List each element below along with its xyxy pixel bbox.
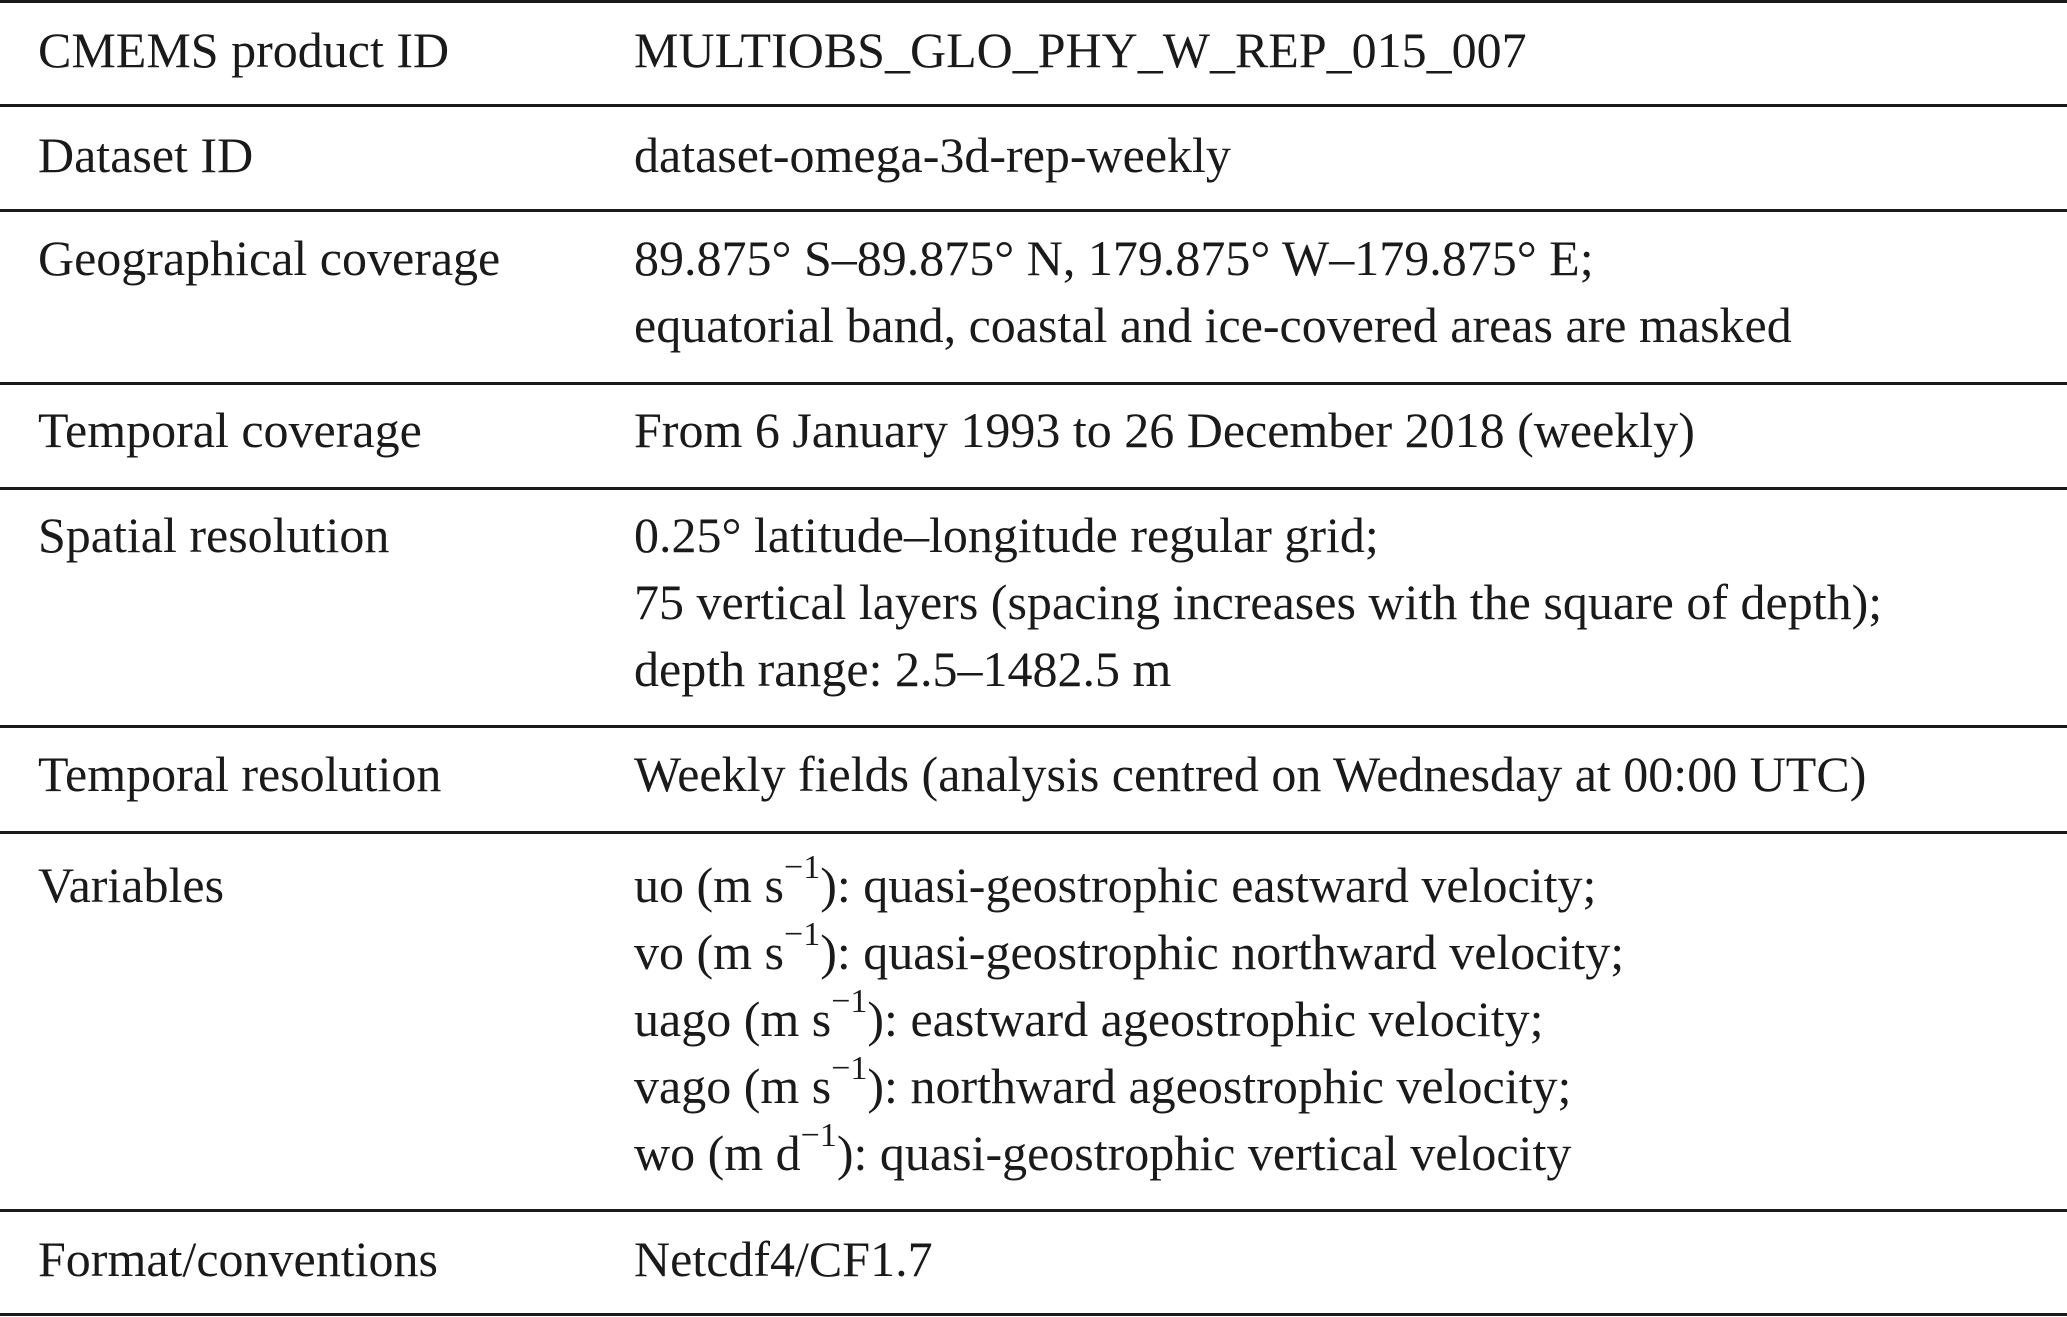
- variable-unit: m s: [713, 857, 785, 913]
- variable-name: vago: [634, 1058, 732, 1114]
- unit-exponent: −1: [784, 849, 821, 887]
- variable-name: wo: [634, 1125, 696, 1181]
- variable-description: eastward ageostrophic velocity;: [910, 991, 1544, 1047]
- variable-unit: m s: [760, 991, 832, 1047]
- unit-exponent: −1: [800, 1117, 837, 1155]
- row-value-product-id: [634, 17, 1527, 84]
- row-value-format-conventions: [634, 1226, 933, 1293]
- variable-entry: uo (m $s^{-1}$): quasi-geostrophic eastward velocity;: [634, 849, 1597, 913]
- value-line: MULTIOBS_GLO_PHY_W_REP_015_007: [634, 22, 1527, 78]
- row-divider: [0, 831, 2067, 834]
- row-value-temporal-resolution: [634, 741, 1866, 808]
- row-label-temporal-coverage: Temporal coverage: [38, 402, 422, 458]
- variable-unit: m s: [713, 924, 785, 980]
- value-line: 0.25° latitude–longitude regular grid;: [634, 507, 1379, 563]
- row-value-temporal-coverage: [634, 397, 1695, 464]
- variable-description: northward ageostrophic velocity;: [910, 1058, 1572, 1114]
- value-line: dataset-omega-3d-rep-weekly: [634, 127, 1231, 183]
- variable-description: quasi-geostrophic eastward velocity;: [863, 857, 1597, 913]
- variable-unit: m s: [760, 1058, 832, 1114]
- row-label-product-id: CMEMS product ID: [38, 22, 450, 78]
- value-line: From 6 January 1993 to 26 December 2018 (weekly): [634, 402, 1695, 458]
- unit-exponent: −1: [831, 1050, 868, 1088]
- value-line: depth range: 2.5–1482.5 m: [634, 641, 1172, 697]
- row-label-variables: Variables: [38, 857, 225, 913]
- variable-unit: m d: [724, 1125, 801, 1181]
- variable-entry: vo (m $s^{-1}$): quasi-geostrophic northward velocity;: [634, 916, 1625, 980]
- variable-description: quasi-geostrophic northward velocity;: [863, 924, 1625, 980]
- row-label-format-conventions: Format/conventions: [38, 1231, 438, 1287]
- row-value-variables: [634, 849, 1625, 1187]
- unit-exponent: −1: [784, 916, 821, 954]
- row-divider: [0, 209, 2067, 212]
- row-label-dataset-id: Dataset ID: [38, 127, 254, 183]
- variable-description: quasi-geostrophic vertical velocity: [879, 1125, 1572, 1181]
- value-line: 75 vertical layers (spacing increases with the square of depth);: [634, 574, 1883, 630]
- value-line: equatorial band, coastal and ice-covered areas are masked: [634, 297, 1792, 353]
- row-label-spatial-resolution: Spatial resolution: [38, 507, 390, 563]
- row-value-dataset-id: [634, 122, 1231, 189]
- variable-entry: uago (m $s^{-1}$): eastward ageostrophic velocity;: [634, 983, 1544, 1047]
- table-bottom-rule: [0, 1313, 2067, 1316]
- unit-exponent: −1: [831, 983, 868, 1021]
- row-divider: [0, 104, 2067, 107]
- row-value-spatial-resolution: [634, 502, 1882, 703]
- variable-entry: vago (m $s^{-1}$): northward ageostrophic velocity;: [634, 1050, 1572, 1114]
- row-divider: [0, 725, 2067, 728]
- row-label-temporal-resolution: Temporal resolution: [38, 746, 442, 802]
- row-label-geographical-coverage: Geographical coverage: [38, 230, 501, 286]
- value-line: Netcdf4/CF1.7: [634, 1231, 933, 1287]
- variable-name: uo: [634, 857, 684, 913]
- row-divider: [0, 1209, 2067, 1212]
- variable-entry: wo (m $d^{-1}$): quasi-geostrophic vertical velocity: [634, 1117, 1572, 1181]
- value-line: Weekly fields (analysis centred on Wednesday at 00:00 UTC): [634, 746, 1867, 802]
- variable-name: uago: [634, 991, 732, 1047]
- value-line: 89.875° S–89.875° N, 179.875° W–179.875° E;: [634, 230, 1594, 286]
- row-value-geographical-coverage: [634, 225, 1792, 359]
- table-top-rule: [0, 0, 2067, 3]
- variable-name: vo: [634, 924, 684, 980]
- row-divider: [0, 382, 2067, 385]
- row-divider: [0, 487, 2067, 490]
